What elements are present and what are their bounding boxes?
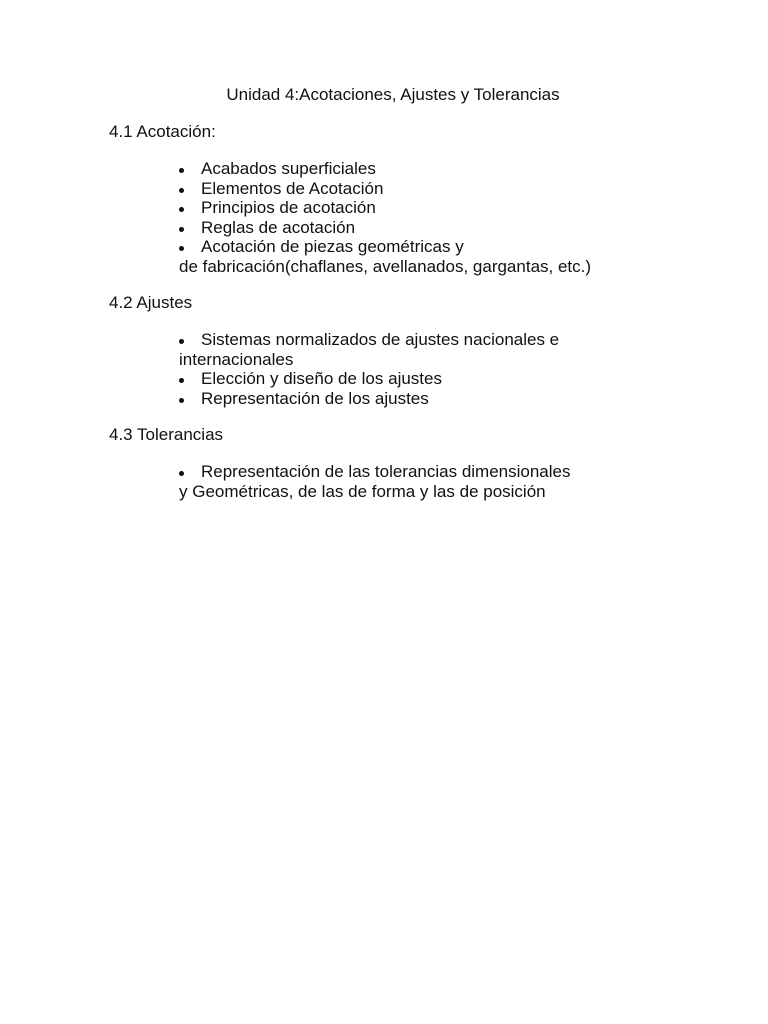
list-item: Elección y diseño de los ajustes [179, 369, 559, 389]
list-item: Representación de los ajustes [179, 389, 559, 409]
list-item: Elementos de Acotación [179, 179, 591, 199]
section-list-tolerancias [179, 462, 571, 501]
list-item: Reglas de acotación [179, 218, 591, 238]
list-item: Acotación de piezas geométricas y [179, 237, 591, 257]
list-item: Principios de acotación [179, 198, 591, 218]
list-item-continuation: de fabricación(chaflanes, avellanados, gargantas, etc.) [179, 256, 592, 276]
section-list-acotacion [179, 159, 591, 277]
list-item-continuation: y Geométricas, de las de forma y las de posición [179, 481, 546, 501]
section-heading-tolerancias: 4.3 Tolerancias [109, 425, 224, 444]
list-item: Representación de las tolerancias dimensionales [179, 462, 571, 482]
document-title: Unidad 4:Acotaciones, Ajustes y Tolerancias [226, 85, 560, 104]
list-item-continuation: internacionales [179, 349, 294, 369]
list-item: Sistemas normalizados de ajustes nacionales e [179, 330, 559, 350]
section-heading-ajustes: 4.2 Ajustes [109, 293, 193, 312]
list-item: Acabados superficiales [179, 159, 591, 179]
section-list-ajustes [179, 330, 559, 408]
section-heading-acotacion: 4.1 Acotación: [109, 122, 216, 141]
